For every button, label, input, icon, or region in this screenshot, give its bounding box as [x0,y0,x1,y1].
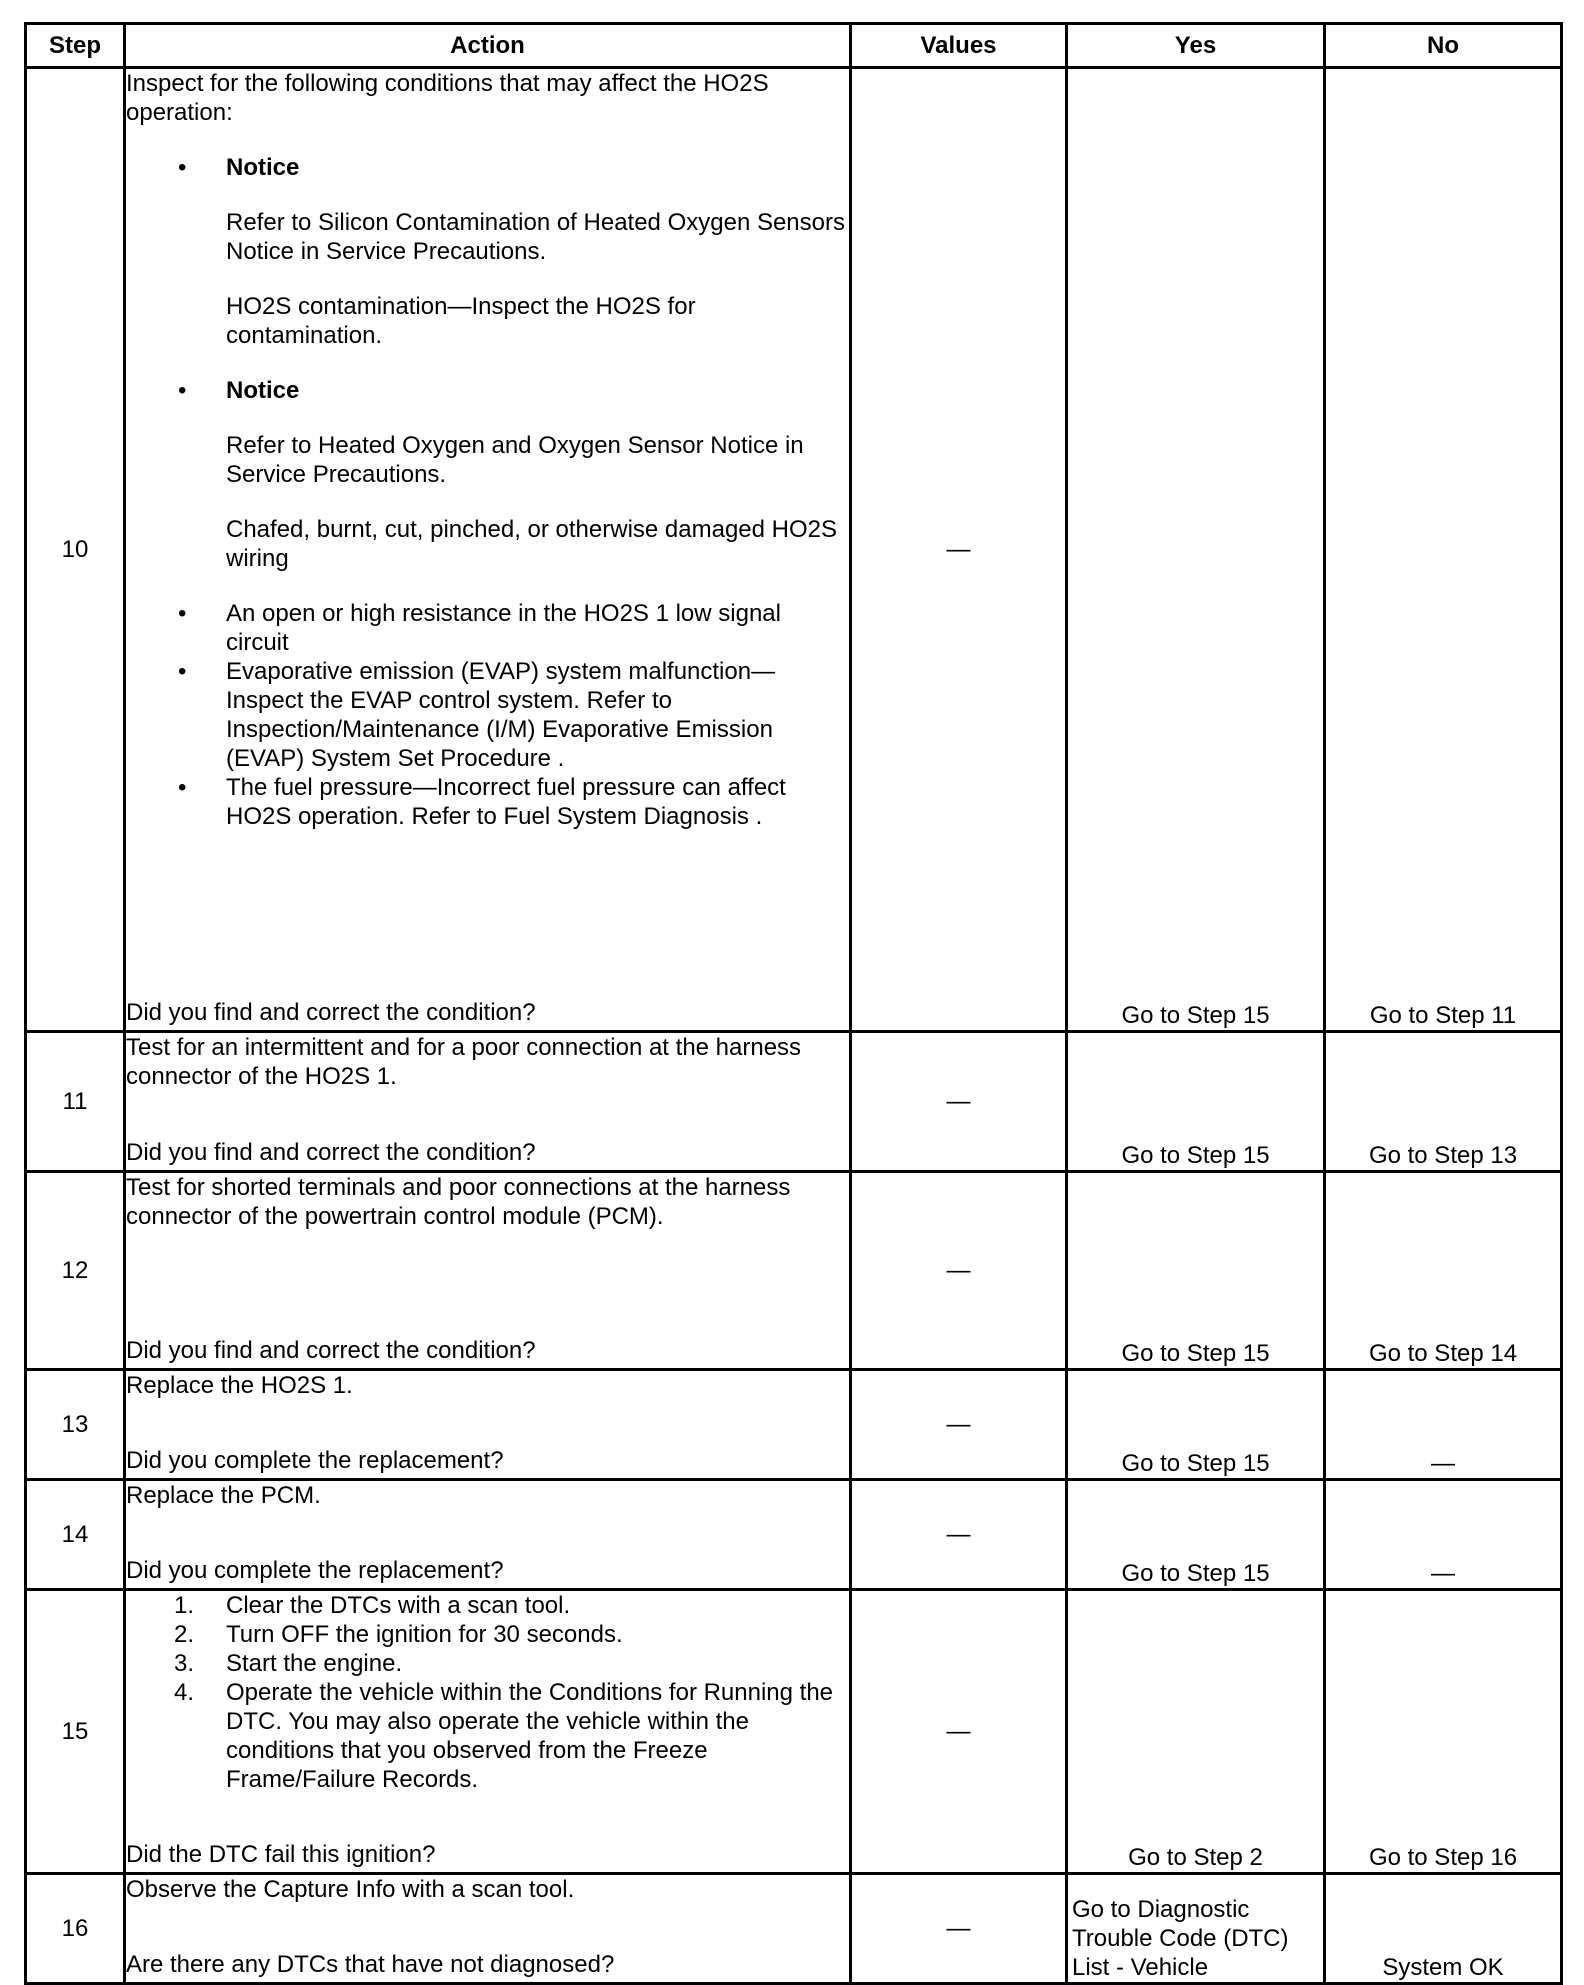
list-item [126,1649,849,1678]
header-values: Values [851,24,1067,68]
values-cell: — [851,68,1067,1032]
notice-text: Refer to Silicon Contamination of Heated Oxygen Sensors Notice in Service Precautions. [226,209,845,265]
no-cell: Go to Step 16 [1325,1590,1562,1874]
no-cell: Go to Step 11 [1325,68,1562,1032]
diagnostic-table [24,22,1563,1985]
list-number: 4. [174,1679,195,1706]
list-number: 3. [174,1650,195,1677]
yes-cell: Go to Step 2 [1067,1590,1325,1874]
action-question: Did you find and correct the condition? [126,1337,536,1364]
no-cell: System OK [1325,1874,1562,1984]
step-number: 12 [26,1172,125,1370]
action-intro: Inspect for the following conditions that may affect the HO2S operation: [126,70,769,126]
list-number: 2. [174,1621,195,1648]
step-number: 11 [26,1032,125,1172]
header-row [26,24,1562,68]
notice-title: • Notice [226,377,300,404]
action-cell [125,1874,851,1984]
action-text: Test for an intermittent and for a poor connection at the harness connector of the HO2S 1. [126,1034,802,1090]
list-text: Start the engine. [226,1650,403,1677]
action-question: Did you complete the replacement? [126,1557,504,1584]
values-cell: — [851,1590,1067,1874]
list-item [126,1591,849,1620]
list-item: • An open or high resistance in the HO2S 1 low signal circuit [126,599,849,657]
numbered-list [126,1591,849,1794]
notice-item: HO2S contamination—Inspect the HO2S for contamination. [226,293,696,349]
step-number: 15 [26,1590,125,1874]
table-row-step-14 [26,1480,1562,1590]
table-row-step-10 [26,68,1562,1032]
action-text: Observe the Capture Info with a scan tool. [126,1876,575,1903]
values-cell: — [851,1370,1067,1480]
action-text: Replace the HO2S 1. [126,1372,353,1399]
values-cell: — [851,1172,1067,1370]
list-item [126,1678,849,1794]
no-cell: — [1325,1480,1562,1590]
action-question: Did you find and correct the condition? [126,999,536,1026]
no-cell: Go to Step 14 [1325,1172,1562,1370]
yes-cell: Go to Step 15 [1067,68,1325,1032]
yes-cell: Go to Step 15 [1067,1172,1325,1370]
table-row-step-15 [26,1590,1562,1874]
list-item [126,153,849,376]
header-yes: Yes [1067,24,1325,68]
table-row-step-11 [26,1032,1562,1172]
header-step: Step [26,24,125,68]
action-question: Did you complete the replacement? [126,1447,504,1474]
notice-list [126,153,849,831]
notice-text: Refer to Heated Oxygen and Oxygen Sensor Notice in Service Precautions. [226,432,804,488]
list-text: Turn OFF the ignition for 30 seconds. [226,1621,623,1648]
step-number: 10 [26,68,125,1032]
action-cell [125,1590,851,1874]
header-action: Action [125,24,851,68]
step-number: 13 [26,1370,125,1480]
action-cell [125,1032,851,1172]
no-cell: Go to Step 13 [1325,1032,1562,1172]
action-cell [125,1370,851,1480]
yes-cell: Go to Step 15 [1067,1370,1325,1480]
values-cell: — [851,1480,1067,1590]
action-cell [125,1480,851,1590]
yes-cell: Go to Step 15 [1067,1032,1325,1172]
table-row-step-13 [26,1370,1562,1480]
step-number: 14 [26,1480,125,1590]
values-cell: — [851,1874,1067,1984]
values-cell: — [851,1032,1067,1172]
step-number: 16 [26,1874,125,1984]
action-cell [125,1172,851,1370]
action-question: Did you find and correct the condition? [126,1139,536,1166]
list-item: • Evaporative emission (EVAP) system malfunction—Inspect the EVAP control system. Refer to Inspection/Maintenance (I/M) Evaporative Emission (EVAP) System Set Procedure . [126,657,849,773]
no-cell: — [1325,1370,1562,1480]
yes-cell: Go to Step 15 [1067,1480,1325,1590]
notice-item: Chafed, burnt, cut, pinched, or otherwise damaged HO2S wiring [226,516,838,572]
list-item [126,1620,849,1649]
action-text: Replace the PCM. [126,1482,321,1509]
table-row-step-12 [26,1172,1562,1370]
list-number: 1. [174,1592,195,1619]
action-cell [125,68,851,1032]
list-item: • The fuel pressure—Incorrect fuel pressure can affect HO2S operation. Refer to Fuel System Diagnosis . [126,773,849,831]
list-text: Operate the vehicle within the Conditions for Running the DTC. You may also operate the vehicle within the conditions that you observed from the Freeze Frame/Failure Records. [226,1679,834,1793]
table-row-step-16 [26,1874,1562,1984]
notice-title: • Notice [226,154,300,181]
yes-cell: Go to Diagnostic Trouble Code (DTC) List - Vehicle [1067,1874,1325,1984]
action-question: Did the DTC fail this ignition? [126,1841,436,1868]
action-text: Test for shorted terminals and poor connections at the harness connector of the powertrain control module (PCM). [126,1174,791,1230]
action-question: Are there any DTCs that have not diagnosed? [126,1951,615,1978]
header-no: No [1325,24,1562,68]
list-item [126,376,849,599]
list-text: Clear the DTCs with a scan tool. [226,1592,571,1619]
